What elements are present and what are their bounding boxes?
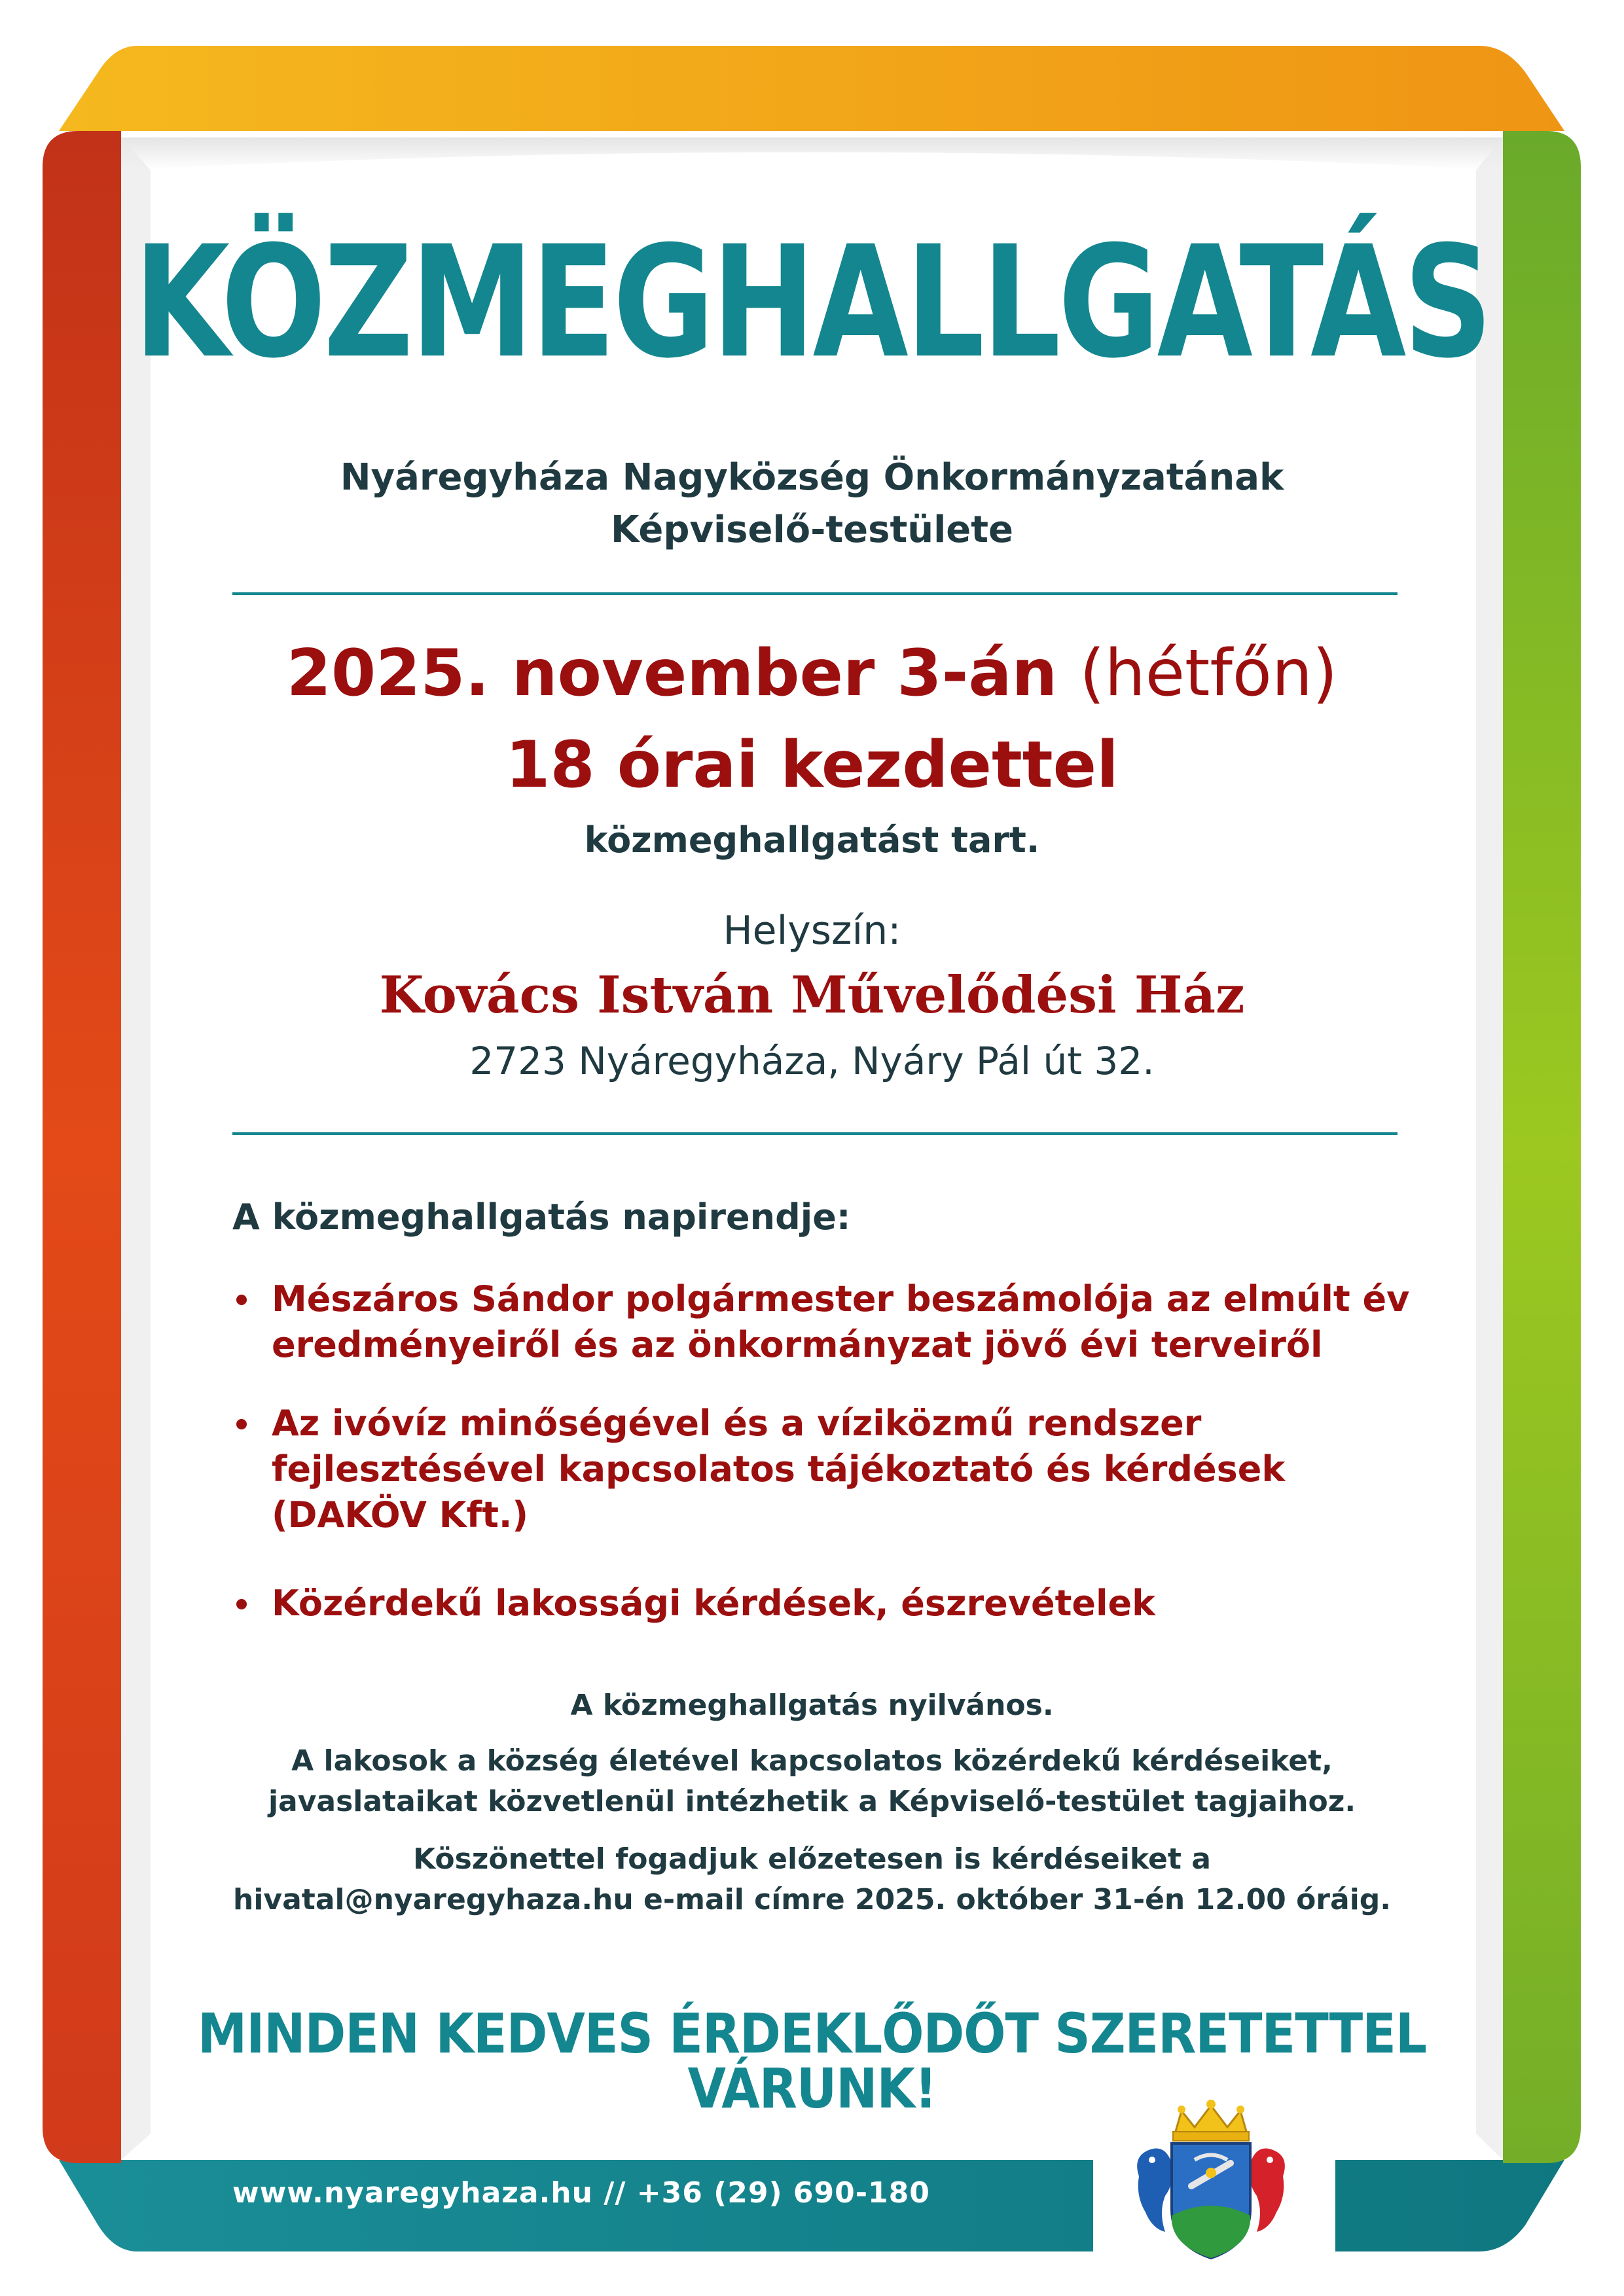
residents-note-line1: A lakosok a község életével kapcsolatos közérdekű kérdéseiket,	[291, 1744, 1333, 1778]
organization-body: Képviselő-testülete	[610, 509, 1014, 551]
email-note-line2: hivatal@nyaregyhaza.hu e-mail címre 2025. október 31-én 12.00 óráig.	[233, 1883, 1391, 1916]
residents-note-line2: javaslataikat közvetlenül intézhetik a Képviselő-testület tagjaihoz.	[268, 1785, 1356, 1818]
venue-address: 2723 Nyáregyháza, Nyáry Pál út 32.	[469, 1039, 1155, 1083]
closing-message: MINDEN KEDVES ÉRDEKLŐDŐT SZERETETTEL VÁRUNK!	[197, 2001, 1427, 2121]
location-label: Helyszín:	[723, 908, 901, 954]
divider	[232, 592, 1398, 595]
email-note-line1: Köszönettel fogadjuk előzetesen is kérdéseiket a	[413, 1842, 1211, 1876]
coat-of-arms-icon	[1113, 2098, 1309, 2268]
agenda-list	[232, 1581, 1424, 1626]
bullet-icon	[236, 1599, 247, 1609]
venue-name: Kovács István Művelődési Ház	[379, 965, 1245, 1025]
event-weekday: (hétfőn)	[1079, 636, 1338, 711]
agenda-title: A közmeghallgatás napirendje:	[232, 1196, 851, 1238]
event-date: 2025. november 3-án	[286, 636, 1058, 711]
event-action: közmeghallgatást tart.	[584, 819, 1040, 861]
event-date-line	[118, 636, 1506, 711]
divider	[232, 1132, 1398, 1135]
bullet-icon	[236, 1295, 247, 1305]
agenda-list	[232, 1401, 1424, 1538]
public-note: A közmeghallgatás nyilvános.	[570, 1689, 1054, 1722]
page-title: KÖZMEGHALLGATÁS	[134, 212, 1490, 393]
footer-contact: www.nyaregyhaza.hu // +36 (29) 690-180	[232, 2176, 930, 2210]
organization-name: Nyáregyháza Nagyközség Önkormányzatának	[340, 456, 1284, 499]
agenda-list	[232, 1276, 1424, 1368]
event-time: 18 órai kezdettel	[505, 728, 1119, 802]
bullet-icon	[236, 1419, 247, 1429]
agenda-item: Az ivóvíz minőségével és a víziközmű rendszer fejlesztésével kapcsolatos tájékoztató és kérdések (DAKÖV Kft.)	[232, 1401, 1424, 1538]
agenda-item: Közérdekű lakossági kérdések, észrevételek	[232, 1581, 1424, 1626]
agenda-item: Mészáros Sándor polgármester beszámolója az elmúlt év eredményeiről és az önkormányzat jövő évi terveiről	[232, 1276, 1424, 1368]
